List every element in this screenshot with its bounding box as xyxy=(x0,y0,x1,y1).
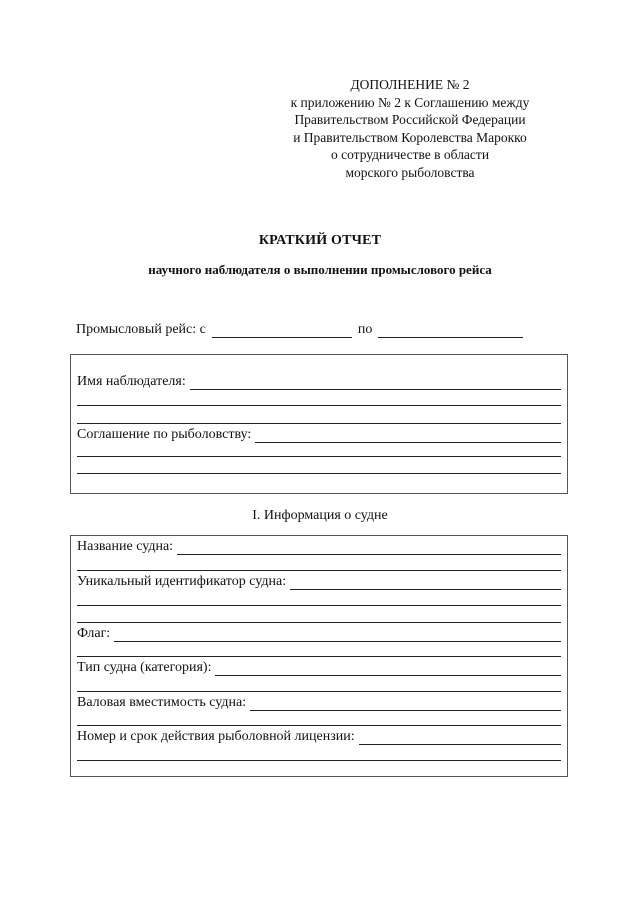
vessel-id-label: Уникальный идентификатор судна: xyxy=(77,574,287,589)
section-title-vessel: I. Информация о судне xyxy=(252,508,388,523)
blank-line[interactable] xyxy=(77,605,561,606)
vessel-info-box xyxy=(70,535,568,777)
vessel-id-blank[interactable] xyxy=(290,577,561,590)
vessel-type-row xyxy=(77,659,561,676)
blank-line[interactable] xyxy=(77,405,561,406)
blank-line[interactable] xyxy=(77,725,561,726)
blank-line[interactable] xyxy=(77,760,561,761)
license-label: Номер и срок действия рыболовной лицензии: xyxy=(77,729,355,744)
header-line: и Правительством Королевства Марокко xyxy=(293,129,527,145)
vessel-type-label: Тип судна (категория): xyxy=(77,660,212,675)
document-header xyxy=(260,76,560,182)
license-row xyxy=(77,728,561,745)
license-blank[interactable] xyxy=(359,732,561,745)
trip-from-label: Промысловый рейс: с xyxy=(76,322,206,337)
trip-to-label: по xyxy=(357,322,373,337)
observer-info-box xyxy=(70,354,568,494)
header-line: морского рыболовства xyxy=(345,164,475,180)
blank-line[interactable] xyxy=(77,622,561,623)
blank-line[interactable] xyxy=(77,423,561,424)
flag-label: Флаг: xyxy=(77,626,111,641)
blank-line[interactable] xyxy=(77,570,561,571)
header-line: ДОПОЛНЕНИЕ № 2 xyxy=(350,77,470,92)
blank-line[interactable] xyxy=(77,456,561,457)
agreement-label: Соглашение по рыболовству: xyxy=(77,427,252,442)
observer-name-label: Имя наблюдателя: xyxy=(77,374,186,389)
gross-tonnage-row xyxy=(77,694,561,711)
observer-name-row xyxy=(77,373,561,390)
agreement-blank[interactable] xyxy=(255,430,561,443)
blank-line[interactable] xyxy=(77,691,561,692)
blank-line[interactable] xyxy=(77,656,561,657)
vessel-name-row xyxy=(77,538,561,555)
gross-tonnage-blank[interactable] xyxy=(250,698,561,711)
vessel-name-blank[interactable] xyxy=(177,542,561,555)
trip-start-blank[interactable] xyxy=(212,323,352,338)
document-title: КРАТКИЙ ОТЧЕТ xyxy=(258,233,382,248)
observer-name-blank[interactable] xyxy=(190,377,561,390)
vessel-name-label: Название судна: xyxy=(77,539,174,554)
flag-blank[interactable] xyxy=(114,629,561,642)
document-subtitle: научного наблюдателя о выполнении промыслового рейса xyxy=(148,262,492,277)
header-line: к приложению № 2 к Соглашению между xyxy=(290,94,530,110)
trip-dates-line xyxy=(76,320,529,338)
flag-row xyxy=(77,625,561,642)
blank-line[interactable] xyxy=(77,473,561,474)
trip-end-blank[interactable] xyxy=(378,323,523,338)
vessel-type-blank[interactable] xyxy=(215,663,561,676)
gross-tonnage-label: Валовая вместимость судна: xyxy=(77,695,247,710)
vessel-id-row xyxy=(77,573,561,590)
header-line: Правительством Российской Федерации xyxy=(294,112,526,128)
header-line: о сотрудничестве в области xyxy=(330,147,490,163)
agreement-row xyxy=(77,426,561,443)
